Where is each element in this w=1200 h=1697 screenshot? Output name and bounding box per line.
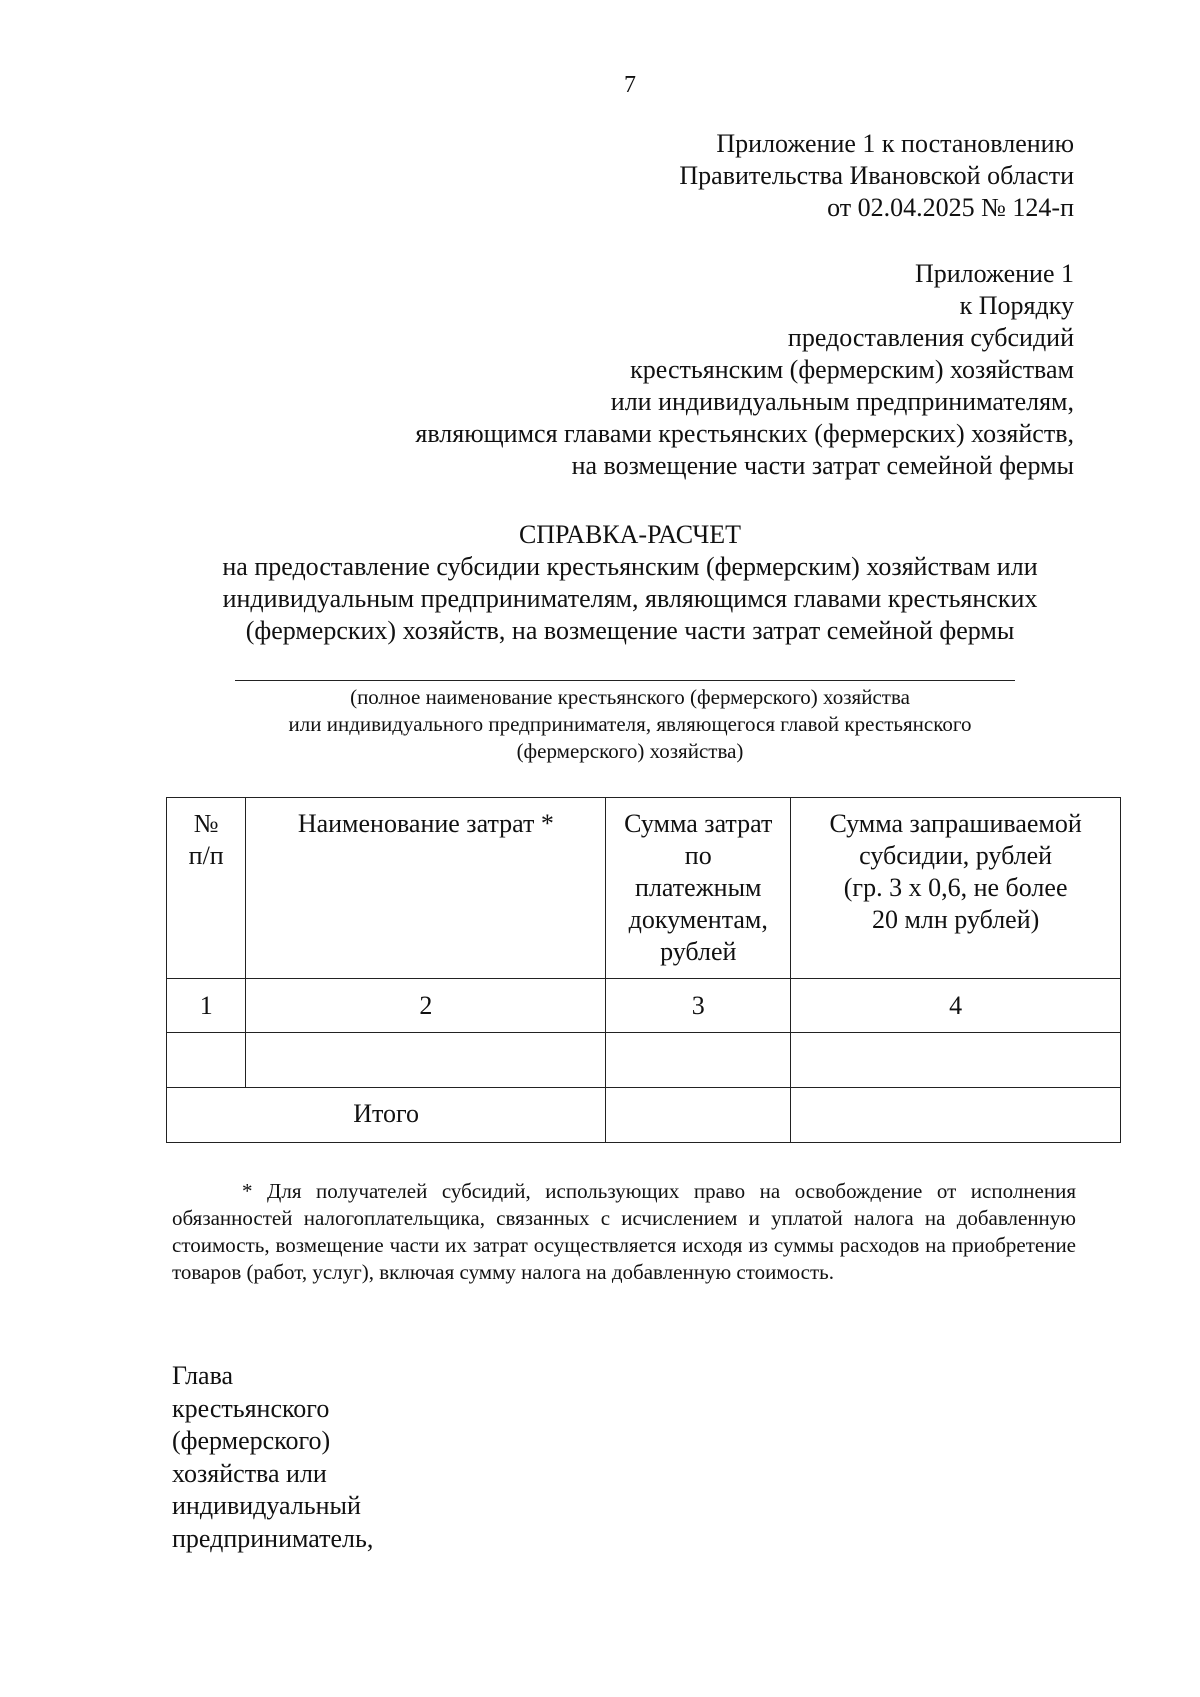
name-fill-caption (170, 684, 1090, 765)
appendix-procedure-line: предоставления субсидий (787, 323, 1074, 352)
signature-line: индивидуальный (172, 1491, 361, 1520)
total-label: Итого (167, 1088, 606, 1143)
table-total-row (167, 1088, 1121, 1143)
table-header-row (167, 798, 1121, 979)
table-column-numbers-row (167, 979, 1121, 1033)
page-number: 7 (624, 72, 636, 98)
appendix-procedure-line: на возмещение части затрат семейной фермы (571, 451, 1074, 480)
document-subtitle (170, 551, 1090, 647)
signature-block (172, 1360, 373, 1555)
table-cell (246, 1033, 606, 1088)
table-cell (167, 1033, 246, 1088)
header-number: № п/п (167, 798, 246, 979)
document-title: СПРАВКА-РАСЧЕТ (518, 520, 742, 549)
appendix-resolution-line: Правительства Ивановской области (679, 161, 1074, 190)
header-expense-sum: Сумма затрат по платежным документам, рублей (606, 798, 791, 979)
appendix-procedure-line: к Порядку (959, 291, 1074, 320)
signature-line: предприниматель, (172, 1523, 374, 1553)
table-row (167, 1033, 1121, 1088)
subtitle-line: (фермерских) хозяйств, на возмещение части затрат семейной фермы (245, 616, 1015, 645)
appendix-procedure-line: или индивидуальным предпринимателям, (610, 387, 1074, 416)
subtitle-line: индивидуальным предпринимателям, являющимся главами крестьянских (222, 584, 1038, 613)
column-number: 4 (791, 979, 1121, 1033)
appendix-procedure-line: крестьянским (фермерским) хозяйствам (630, 355, 1074, 384)
calculation-table (166, 797, 1121, 1143)
footnote: * Для получателей субсидий, использующих право на освобождение от исполнения обязанностей налогоплательщика, связанных с исчислением и уплатой налога на добавленную стоимость, возмещение части их затрат осуществляется исходя из суммы расходов на приобретение товаров (работ, услуг), включая сумму налога на добавленную стоимость. (172, 1179, 1076, 1284)
appendix-procedure-line: Приложение 1 (914, 259, 1074, 288)
appendix-resolution-line: от 02.04.2025 № 124-п (827, 193, 1074, 222)
table-cell (791, 1033, 1121, 1088)
name-fill-line (235, 680, 1015, 681)
appendix-resolution-block (679, 128, 1074, 224)
column-number: 1 (167, 979, 246, 1033)
signature-line: Глава (172, 1361, 234, 1390)
signature-line: хозяйства или (172, 1458, 327, 1488)
fill-caption-line: или индивидуального предпринимателя, являющегося главой крестьянского (288, 712, 972, 736)
fill-caption-line: (полное наименование крестьянского (фермерского) хозяйства (350, 685, 910, 709)
appendix-procedure-block (415, 258, 1074, 482)
appendix-resolution-line: Приложение 1 к постановлению (716, 129, 1074, 158)
table-cell (606, 1033, 791, 1088)
column-number: 3 (606, 979, 791, 1033)
header-expense-name: Наименование затрат * (246, 798, 606, 979)
appendix-procedure-line: являющимся главами крестьянских (фермерских) хозяйств, (415, 419, 1074, 448)
subtitle-line: на предоставление субсидии крестьянским (фермерским) хозяйствам или (222, 552, 1038, 581)
fill-caption-line: (фермерского) хозяйства) (516, 739, 744, 763)
column-number: 2 (246, 979, 606, 1033)
signature-line: (фермерского) (172, 1426, 331, 1455)
total-expense-cell (606, 1088, 791, 1143)
signature-line: крестьянского (172, 1393, 330, 1423)
header-subsidy-sum: Сумма запрашиваемой субсидии, рублей (гр. 3 х 0,6, не более 20 млн рублей) (791, 798, 1121, 979)
total-subsidy-cell (791, 1088, 1121, 1143)
